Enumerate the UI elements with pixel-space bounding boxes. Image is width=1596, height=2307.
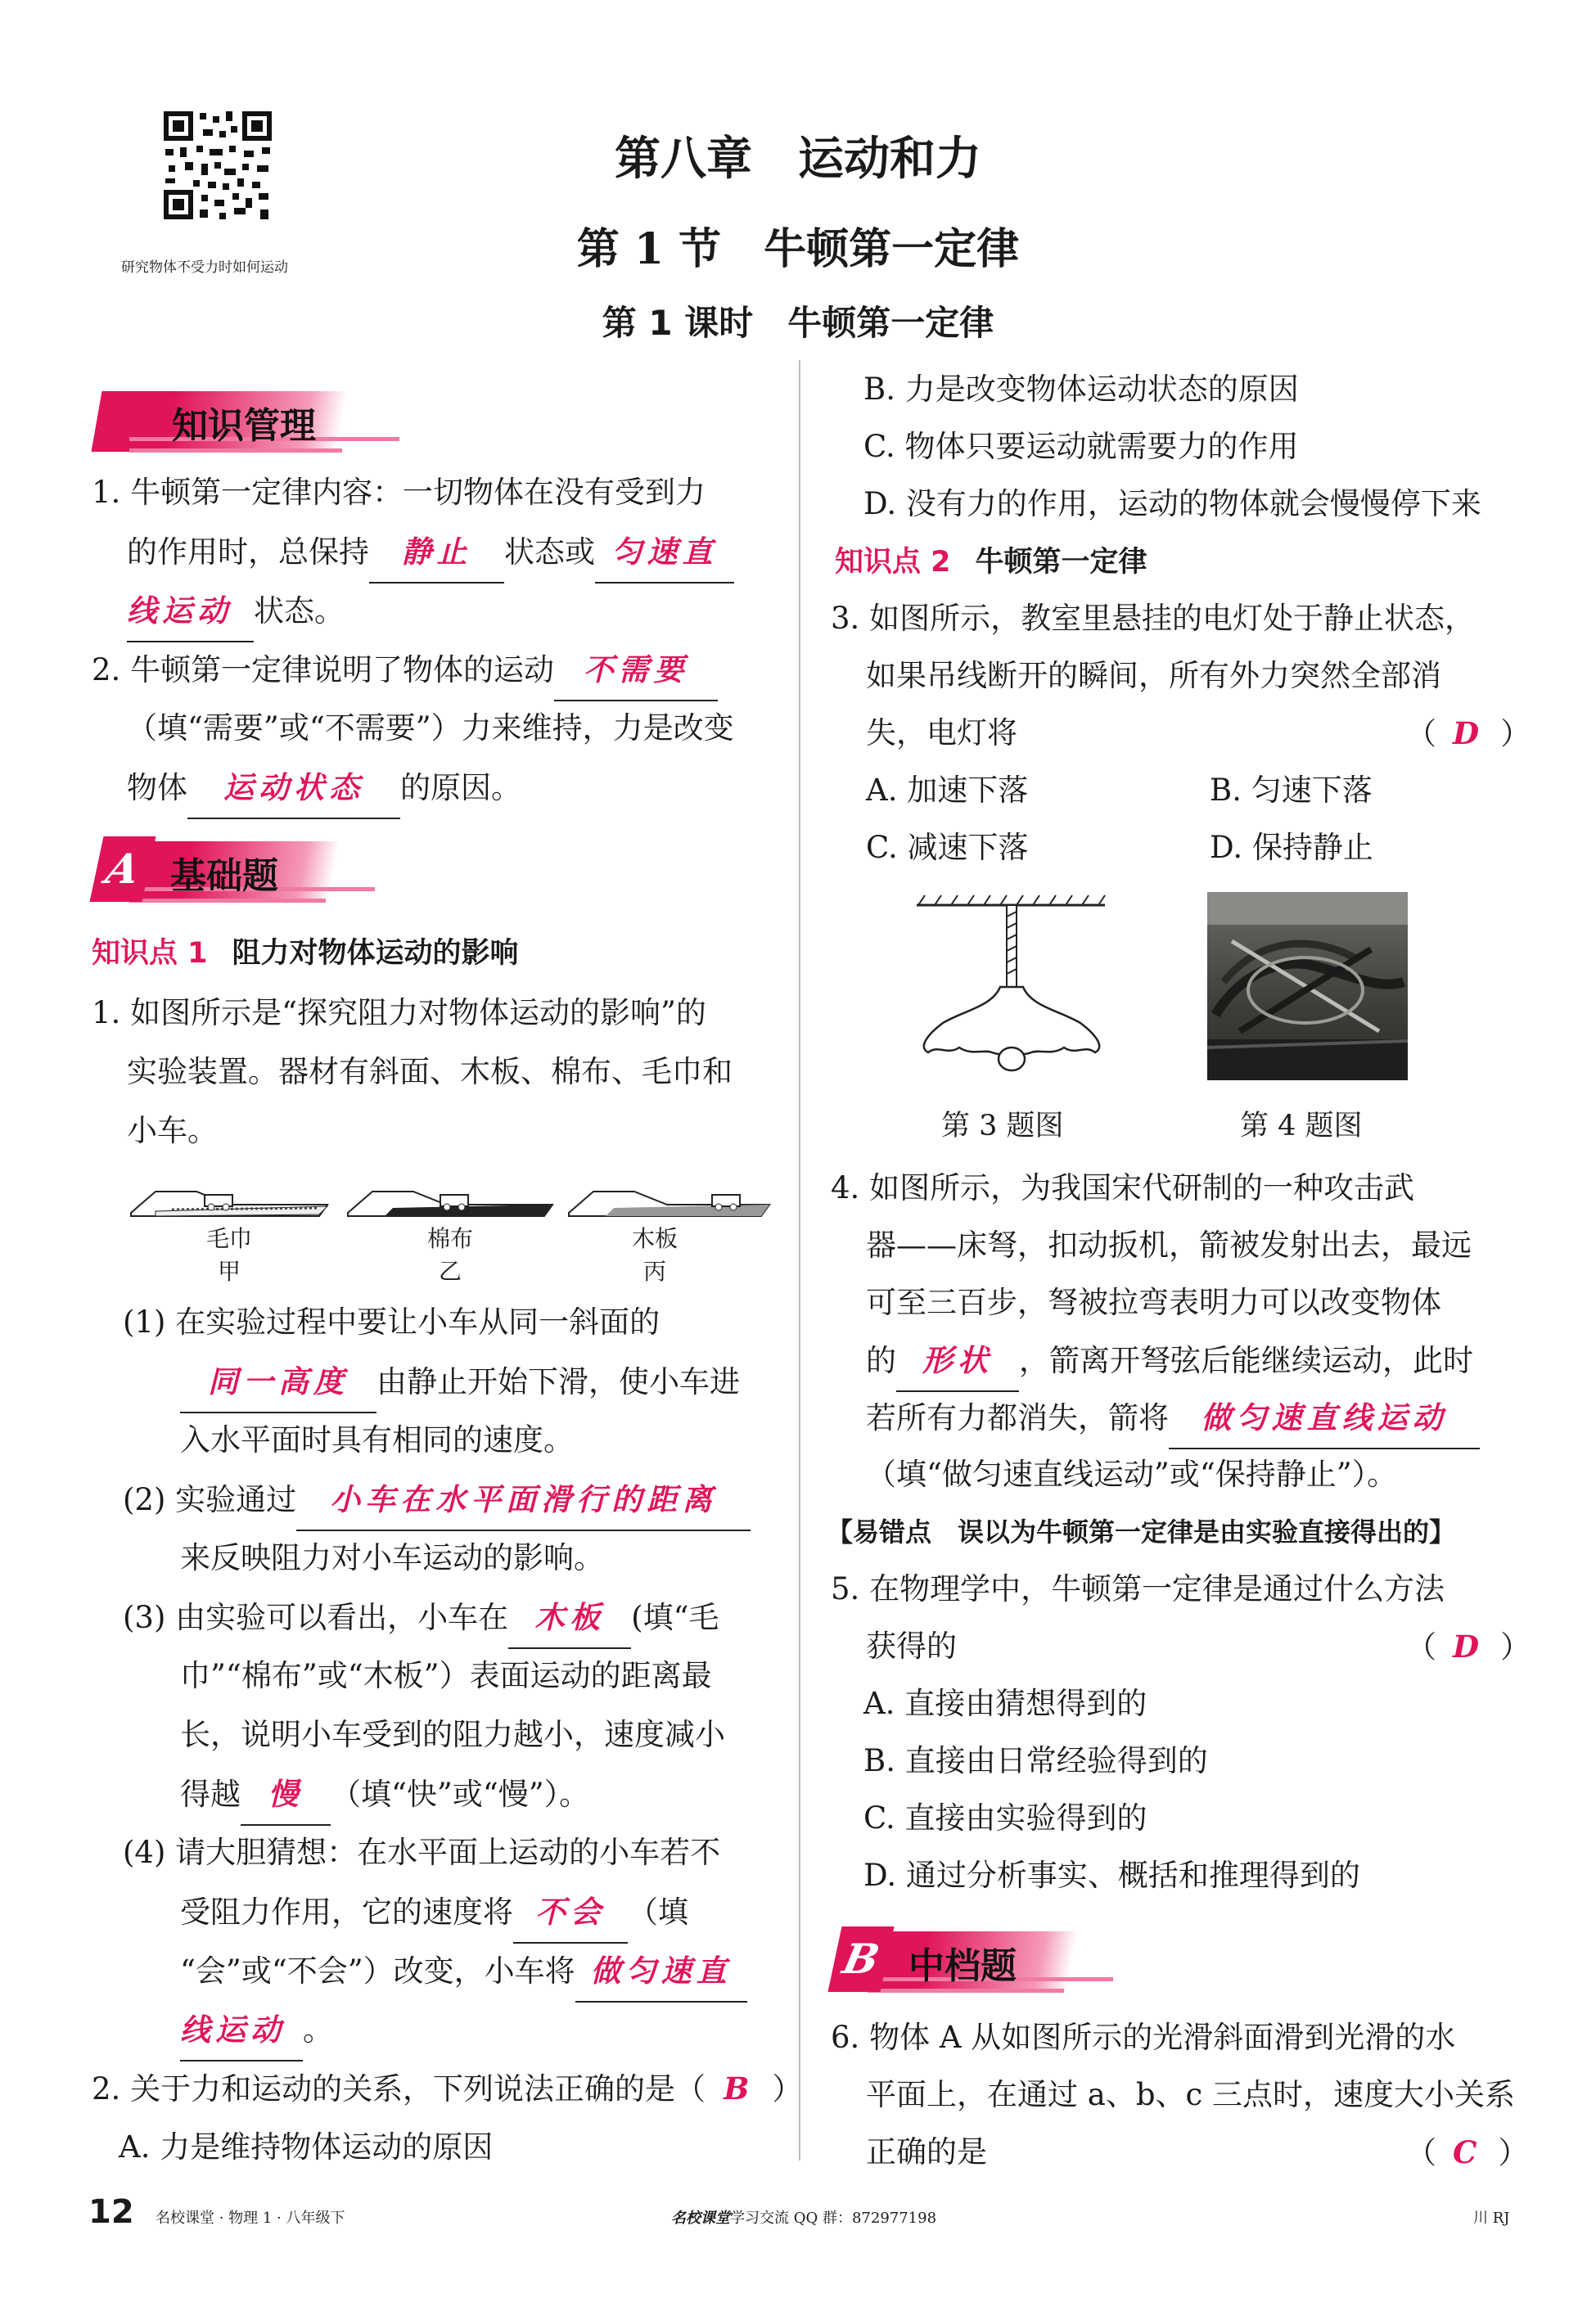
answer-board: 木板 — [534, 1599, 606, 1635]
fig-sub-c: 丙 — [642, 1258, 666, 1285]
b1-line3: 小车。 — [127, 1113, 218, 1148]
mistake-note: 【易错点 误以为牛顿第一定律是由实验直接得出的】 — [827, 1516, 1456, 1548]
b1-line2: 实验装置。器材有斜面、木板、棉布、毛巾和 — [127, 1054, 733, 1089]
b5-answer-paren: （ D ） — [1406, 1629, 1531, 1665]
answer-static: 静止 — [401, 534, 472, 570]
basic-header — [97, 841, 391, 913]
answer-uniform-1: 匀速直 — [611, 534, 718, 570]
answer-same-height: 同一高度 — [208, 1363, 349, 1399]
b1-s4-line2: 受阻力作用，它的速度将 不会 （填 — [180, 1882, 688, 1944]
b3-option-d: D. 保持静止 — [1210, 830, 1373, 865]
ramp-cotton — [348, 1192, 552, 1216]
footer-brand: 名校课堂 — [671, 2210, 730, 2227]
qr-caption: 研究物体不受力时如何运动 — [121, 259, 288, 276]
b6-answer: C — [1453, 2134, 1482, 2170]
km-q1-line1: 1. 牛顿第一定律内容：一切物体在没有受到力 — [92, 475, 706, 510]
answer-slow: 慢 — [268, 1776, 304, 1812]
basic-badge: A — [89, 836, 156, 902]
b6-line2: 平面上，在通过 a、b、c 三点时，速度大小关系 — [866, 2077, 1515, 2112]
b3-option-c: C. 减速下落 — [866, 830, 1029, 865]
b1-s3-line2: 巾”“棉布”或“木板”）表面运动的距离最 — [180, 1658, 712, 1693]
b1-s4-line4: 线运动 。 — [180, 2000, 333, 2061]
fig-label-towel: 毛巾 — [205, 1225, 252, 1252]
b5-option-b: B. 直接由日常经验得到的 — [863, 1743, 1208, 1778]
b1-s2-line1: (2) 实验通过 小车在水平面滑行的距离 — [123, 1470, 751, 1531]
km-q2-line1: 2. 牛顿第一定律说明了物体的运动 不需要 — [92, 640, 718, 701]
footer-qq: 名校课堂学习交流 QQ 群：872977198 — [671, 2210, 937, 2227]
fig3-caption: 第 3 题图 — [941, 1110, 1064, 1142]
mid-header — [835, 1931, 1129, 2003]
fig-sub-a: 甲 — [217, 1258, 241, 1285]
b1-s3-line4: 得越 慢 （填“快”或“慢”）。 — [180, 1764, 589, 1826]
edition-tag: 川 RJ — [1473, 2210, 1510, 2227]
km-q1-line3: 线运动 状态。 — [127, 581, 345, 642]
answer-uniform-2: 线运动 — [127, 593, 232, 629]
b1-s1-line2: 同一高度 由静止开始下滑，使小车进 — [180, 1352, 740, 1413]
book-info: 名校课堂 · 物理 1 · 八年级下 — [156, 2210, 345, 2227]
b1-s4-line1: (4) 请大胆猜想：在水平面上运动的小车若不 — [123, 1835, 721, 1870]
b2-answer: B — [724, 2070, 755, 2106]
b1-s3-line1: (3) 由实验可以看出，小车在 木板 (填“毛 — [123, 1588, 719, 1649]
b6-line3: 正确的是 — [866, 2134, 987, 2170]
fig4-caption: 第 4 题图 — [1240, 1110, 1363, 1142]
b6-line1: 6. 物体 A 从如图所示的光滑斜面滑到光滑的水 — [831, 2020, 1456, 2055]
crossbow-photo — [1207, 892, 1408, 1080]
ramp-board — [569, 1192, 769, 1216]
b2-option-d: D. 没有力的作用，运动的物体就会慢慢停下来 — [863, 486, 1481, 521]
km-q1-line2: 的作用时，总保持 静止 状态或 匀速直 — [127, 522, 734, 584]
b1-s4-line3: “会”或“不会”）改变，小车将 做匀速直 — [180, 1941, 747, 2003]
basic-header-text: 基础题 — [170, 855, 278, 897]
answer-shape: 形状 — [922, 1342, 993, 1378]
kp1-heading: 知识点 1 阻力对物体运动的影响 — [92, 937, 519, 970]
ramp-towel — [131, 1192, 327, 1216]
b1-s3-line3: 长，说明小车受到的阻力越小，速度减小 — [180, 1717, 725, 1752]
km-q2-line2: （填“需要”或“不需要”）力来维持，力是改变 — [127, 710, 734, 746]
b6-answer-paren: （ C ） — [1406, 2134, 1529, 2170]
page-number: 12 — [88, 2193, 134, 2231]
b2-stem: 2. 关于力和运动的关系，下列说法正确的是（ B ） — [92, 2070, 803, 2106]
b4-line2: 器——床弩，扣动扳机，箭被发射出去，最远 — [866, 1228, 1472, 1263]
b5-option-d: D. 通过分析事实、概括和推理得到的 — [863, 1858, 1360, 1893]
b2-option-c: C. 物体只要运动就需要力的作用 — [863, 429, 1299, 464]
b3-answer-paren: （ D ） — [1406, 715, 1531, 751]
kp2-heading: 知识点 2 牛顿第一定律 — [835, 546, 1147, 579]
b1-s1-line1: (1) 在实验过程中要让小车从同一斜面的 — [123, 1304, 660, 1340]
fig-label-board: 木板 — [631, 1225, 678, 1252]
knowledge-header — [97, 391, 408, 463]
b4-line1: 4. 如图所示，为我国宋代研制的一种攻击武 — [831, 1170, 1415, 1205]
b4-line5: 若所有力都消失，箭将 做匀速直线运动 — [866, 1388, 1480, 1449]
b2-option-b: B. 力是改变物体运动状态的原因 — [863, 372, 1299, 407]
b5-line1: 5. 在物理学中，牛顿第一定律是通过什么方法 — [831, 1571, 1445, 1606]
column-divider — [799, 360, 800, 2161]
section-title: 第 1 节 牛顿第一定律 — [576, 224, 1020, 274]
ramp-figure — [123, 1162, 778, 1293]
answer-sliding-distance: 小车在水平面滑行的距离 — [330, 1481, 718, 1517]
answer-not-needed: 不需要 — [583, 651, 689, 687]
b2-option-a: A. 力是维持物体运动的原因 — [119, 2129, 494, 2165]
answer-uniform-linear: 做匀速直线运动 — [1201, 1399, 1448, 1435]
answer-will-not: 不会 — [535, 1894, 606, 1930]
b3-line2: 如果吊线断开的瞬间，所有外力突然全部消 — [866, 658, 1441, 693]
b1-s1-line3: 入水平面时具有相同的速度。 — [180, 1422, 574, 1458]
b4-line4: 的 形状 ，箭离开弩弦后能继续运动，此时 — [866, 1331, 1473, 1392]
km-q2-line3: 物体 运动状态 的原因。 — [127, 758, 521, 819]
fig-sub-b: 乙 — [438, 1258, 462, 1285]
b3-line1: 3. 如图所示，教室里悬挂的电灯处于静止状态， — [831, 601, 1476, 636]
answer-uniform-motion-2: 线运动 — [180, 2012, 286, 2048]
knowledge-header-text: 知识管理 — [172, 405, 316, 447]
b5-option-c: C. 直接由实验得到的 — [863, 1800, 1147, 1836]
b5-answer: D — [1453, 1629, 1485, 1665]
b3-line3: 失，电灯将 — [866, 715, 1017, 750]
answer-uniform-motion-1: 做匀速直 — [590, 1953, 732, 1989]
mid-header-text: 中档题 — [908, 1945, 1017, 1987]
lesson-title: 第 1 课时 牛顿第一定律 — [602, 303, 994, 343]
answer-motion-state: 运动状态 — [223, 769, 364, 805]
fig-label-cotton: 棉布 — [426, 1225, 473, 1252]
b4-line3: 可至三百步，弩被拉弯表明力可以改变物体 — [866, 1285, 1441, 1320]
b4-line6: （填“做匀速直线运动”或“保持静止”）。 — [866, 1457, 1398, 1492]
b5-line2: 获得的 — [866, 1629, 957, 1664]
chapter-title: 第八章 运动和力 — [615, 133, 981, 186]
b1-line1: 1. 如图所示是“探究阻力对物体运动的影响”的 — [92, 995, 706, 1030]
b3-option-b: B. 匀速下落 — [1210, 773, 1373, 808]
b5-option-a: A. 直接由猜想得到的 — [863, 1686, 1147, 1721]
b3-answer: D — [1453, 715, 1485, 751]
b1-s2-line2: 来反映阻力对小车运动的影响。 — [180, 1540, 604, 1575]
b3-option-a: A. 加速下落 — [866, 773, 1029, 808]
lamp-figure — [908, 892, 1121, 1080]
mid-badge: B — [827, 1926, 894, 1992]
